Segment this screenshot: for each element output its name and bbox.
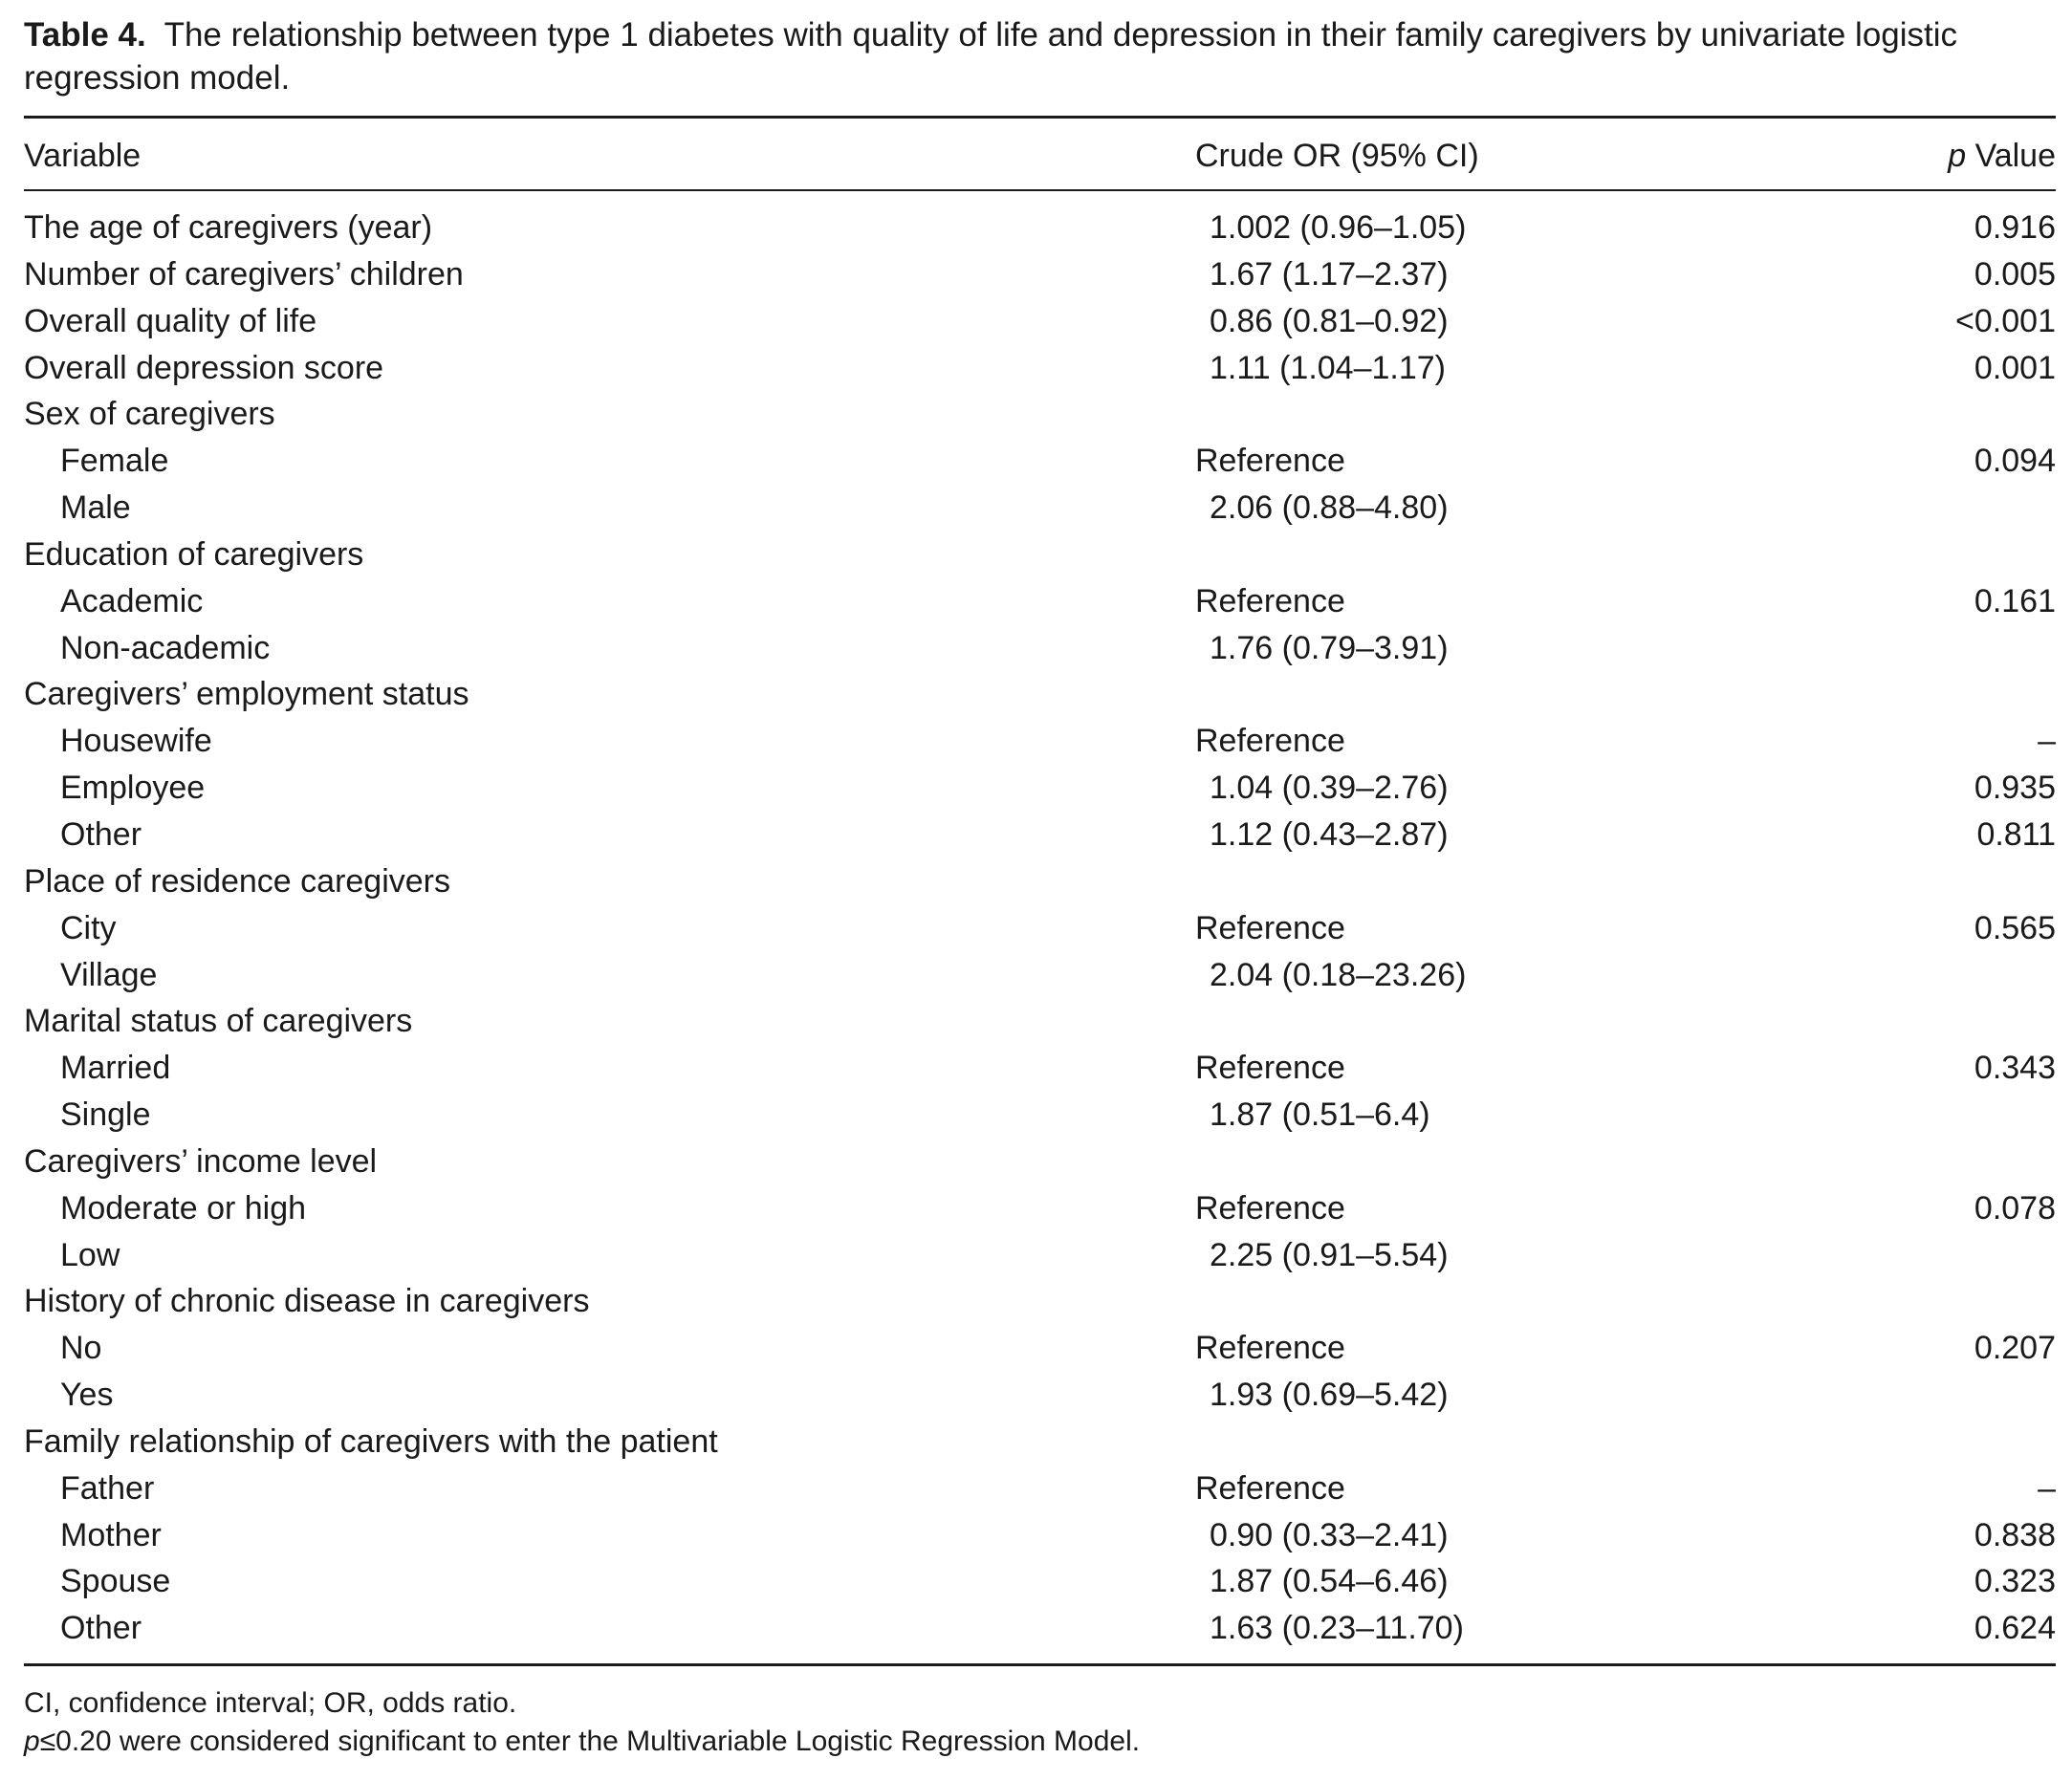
table-body	[24, 205, 2056, 1652]
header-variable: Variable	[24, 138, 142, 174]
table-row	[24, 1512, 2056, 1559]
cell-crude-or: 1.93 (0.69–5.42)	[1210, 1377, 1449, 1414]
cell-crude-or: Reference	[1195, 1189, 1345, 1226]
cell-crude-or: 2.25 (0.91–5.54)	[1210, 1236, 1449, 1273]
table-row	[24, 905, 2056, 952]
footnote-significance-text: ≤0.20 were considered significant to enter the Multivariable Logistic Regression Model.	[39, 1726, 1141, 1757]
table-row	[24, 1372, 2056, 1419]
table-row	[24, 345, 2056, 392]
cell-crude-or: Reference	[1195, 443, 1345, 480]
cell-crude-or: 0.90 (0.33–2.41)	[1210, 1516, 1449, 1553]
cell-variable: Mother	[60, 1516, 162, 1553]
table-group-header-row	[24, 858, 2056, 905]
cell-p-value: 0.343	[1974, 1050, 2056, 1087]
cell-crude-or: 1.002 (0.96–1.05)	[1210, 209, 1467, 246]
cell-variable: Overall depression score	[24, 349, 384, 386]
cell-variable: Father	[60, 1469, 155, 1507]
cell-variable: Low	[60, 1236, 120, 1273]
cell-p-value: 0.078	[1974, 1189, 2056, 1226]
table-row	[24, 1325, 2056, 1372]
cell-p-value: <0.001	[1955, 302, 2056, 339]
table-row	[24, 298, 2056, 345]
cell-variable: Place of residence caregivers	[24, 862, 451, 900]
cell-p-value: 0.161	[1974, 582, 2056, 619]
table-row	[24, 1232, 2056, 1279]
cell-p-value: 0.811	[1976, 815, 2056, 853]
table-row	[24, 1092, 2056, 1139]
table-caption	[24, 13, 2041, 99]
cell-crude-or: Reference	[1195, 1050, 1345, 1087]
footnote-p-symbol: p	[24, 1726, 40, 1757]
table-group-header-row	[24, 391, 2056, 438]
cell-p-value: 0.838	[1974, 1516, 2056, 1553]
cell-variable: Family relationship of caregivers with the patient	[24, 1422, 718, 1460]
footnote-abbreviations: CI, confidence interval; OR, odds ratio.	[24, 1687, 517, 1719]
table-row	[24, 718, 2056, 765]
cell-variable: No	[60, 1330, 102, 1367]
cell-variable: Village	[60, 956, 158, 993]
table-group-header-row	[24, 671, 2056, 718]
cell-crude-or: 1.63 (0.23–11.70)	[1210, 1610, 1464, 1647]
cell-p-value: 0.005	[1974, 255, 2056, 293]
cell-variable: Academic	[60, 582, 204, 619]
cell-p-value: 0.001	[1974, 349, 2056, 386]
cell-variable: Overall quality of life	[24, 302, 317, 339]
table-row	[24, 812, 2056, 858]
header-rule	[24, 189, 2056, 191]
cell-variable: Caregivers’ employment status	[24, 676, 469, 713]
top-rule	[24, 116, 2056, 119]
cell-variable: Number of caregivers’ children	[24, 255, 464, 293]
table-group-header-row	[24, 1139, 2056, 1185]
cell-crude-or: 1.67 (1.17–2.37)	[1210, 255, 1449, 293]
table-group-header-row	[24, 998, 2056, 1045]
cell-crude-or: 1.12 (0.43–2.87)	[1210, 815, 1449, 853]
table-row	[24, 438, 2056, 485]
table-row	[24, 625, 2056, 672]
cell-crude-or: Reference	[1195, 1469, 1345, 1507]
cell-variable: City	[60, 909, 117, 946]
cell-variable: Housewife	[60, 723, 212, 760]
cell-crude-or: Reference	[1195, 723, 1345, 760]
cell-crude-or: Reference	[1195, 1330, 1345, 1367]
bottom-rule	[24, 1663, 2056, 1666]
table-row	[24, 251, 2056, 298]
cell-variable: Caregivers’ income level	[24, 1142, 378, 1180]
caption-text: The relationship between type 1 diabetes with quality of life and depression in their family caregivers by univariate logistic regression model.	[24, 16, 1958, 97]
cell-p-value: –	[2038, 723, 2056, 760]
cell-variable: Employee	[60, 770, 206, 807]
table-row	[24, 952, 2056, 999]
table-row	[24, 765, 2056, 812]
cell-crude-or: 2.04 (0.18–23.26)	[1210, 956, 1467, 993]
cell-p-value: 0.916	[1974, 209, 2056, 246]
cell-variable: Education of caregivers	[24, 535, 364, 573]
table-header	[24, 132, 2056, 180]
caption-label: Table 4.	[24, 16, 146, 54]
cell-variable: Other	[60, 1610, 142, 1647]
table-row	[24, 205, 2056, 251]
cell-variable: Spouse	[60, 1563, 171, 1600]
cell-p-value: 0.935	[1974, 770, 2056, 807]
cell-crude-or: 1.87 (0.51–6.4)	[1210, 1096, 1430, 1134]
cell-variable: The age of caregivers (year)	[24, 209, 433, 246]
table-row	[24, 1558, 2056, 1605]
cell-variable: History of chronic disease in caregivers	[24, 1283, 590, 1320]
table-row	[24, 1465, 2056, 1512]
cell-p-value: –	[2038, 1469, 2056, 1507]
cell-crude-or: 2.06 (0.88–4.80)	[1210, 489, 1449, 527]
header-p-label: Value	[1974, 138, 2056, 174]
cell-crude-or: Reference	[1195, 909, 1345, 946]
cell-crude-or: 1.76 (0.79–3.91)	[1210, 629, 1449, 666]
header-p-value	[1948, 132, 2056, 180]
table-row	[24, 1605, 2056, 1652]
table-group-header-row	[24, 1278, 2056, 1325]
table-group-header-row	[24, 532, 2056, 578]
table-footnotes	[24, 1684, 2041, 1761]
header-crude-or: Crude OR (95% CI)	[1195, 138, 1479, 174]
cell-p-value: 0.624	[1974, 1610, 2056, 1647]
cell-crude-or: Reference	[1195, 582, 1345, 619]
cell-variable: Sex of caregivers	[24, 396, 275, 433]
cell-p-value: 0.323	[1974, 1563, 2056, 1600]
cell-p-value: 0.094	[1974, 443, 2056, 480]
cell-crude-or: 1.87 (0.54–6.46)	[1210, 1563, 1449, 1600]
cell-variable: Moderate or high	[60, 1189, 307, 1226]
header-p-symbol: p	[1948, 138, 1967, 174]
cell-p-value: 0.565	[1974, 909, 2056, 946]
cell-variable: Non-academic	[60, 629, 271, 666]
cell-variable: Single	[60, 1096, 151, 1134]
cell-crude-or: 0.86 (0.81–0.92)	[1210, 302, 1449, 339]
cell-variable: Yes	[60, 1377, 114, 1414]
cell-crude-or: 1.04 (0.39–2.76)	[1210, 770, 1449, 807]
table-row	[24, 578, 2056, 625]
cell-crude-or: 1.11 (1.04–1.17)	[1210, 349, 1446, 386]
cell-p-value: 0.207	[1974, 1330, 2056, 1367]
table-row	[24, 485, 2056, 532]
cell-variable: Female	[60, 443, 169, 480]
cell-variable: Male	[60, 489, 131, 527]
table-row	[24, 1045, 2056, 1092]
table-group-header-row	[24, 1419, 2056, 1465]
footnote-significance	[24, 1723, 2041, 1761]
table-row	[24, 1185, 2056, 1232]
cell-variable: Married	[60, 1050, 171, 1087]
cell-variable: Other	[60, 815, 142, 853]
cell-variable: Marital status of caregivers	[24, 1003, 413, 1040]
